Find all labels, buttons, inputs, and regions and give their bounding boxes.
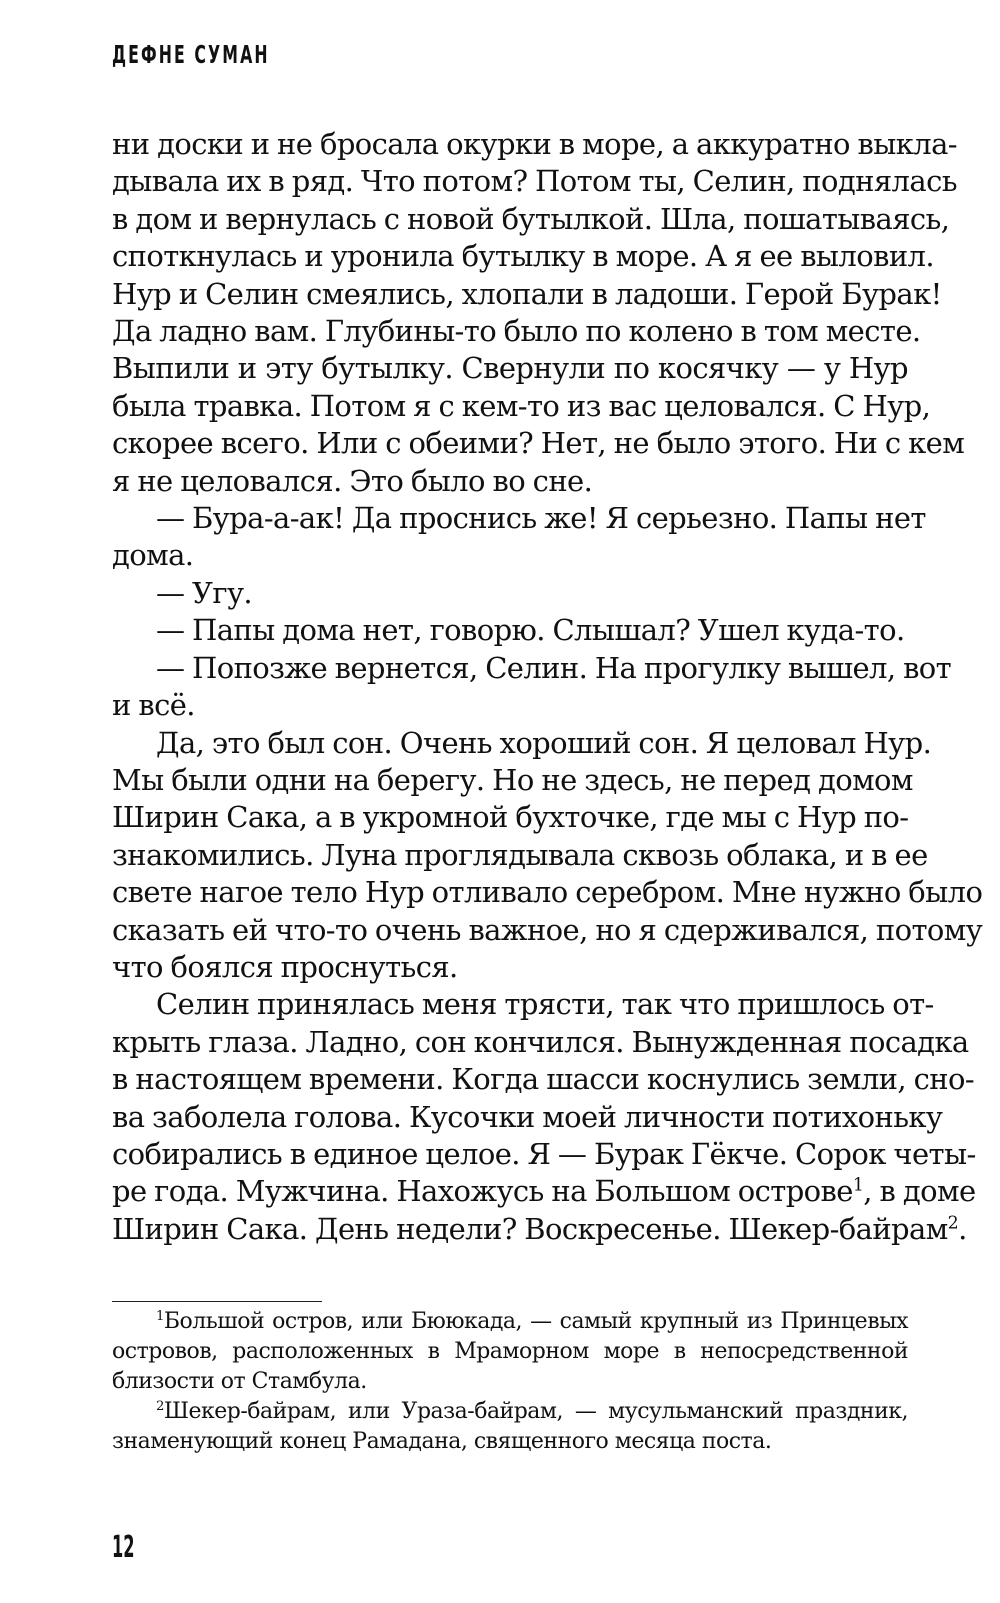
text-line: скорее всего. Или с обеими? Нет, не было этого. Ни с кем	[112, 426, 965, 461]
text-line-with-footnote	[112, 1211, 967, 1248]
text-fragment: , в доме	[863, 1174, 976, 1209]
dialogue-line: — Бура-а-ак! Да проснись же! Я серьезно. Папы нет	[156, 501, 926, 536]
dialogue-line: — Папы дома нет, говорю. Слышал? Ушел куда-то.	[156, 613, 905, 648]
footnote-marker: 2	[156, 1399, 164, 1415]
footnote-ref-1[interactable]: 1	[852, 1175, 864, 1196]
paragraph-start: Селин принялась меня трясти, так что пришлось от-	[156, 987, 934, 1022]
footnote-line: близости от Стамбула.	[112, 1369, 367, 1394]
text-line: свете нагое тело Нур отливало серебром. Мне нужно было	[112, 875, 983, 910]
footnote-line: знаменующий конец Рамадана, священного месяца поста.	[112, 1429, 772, 1454]
text-line: Мы были одни на берегу. Но не здесь, не перед домом	[112, 762, 913, 797]
text-line: споткнулась и уронила бутылку в море. А я ее выловил.	[112, 239, 934, 274]
footnote-text: Большой остров, или Бююкада, — самый крупный из Принцевых	[163, 1309, 908, 1334]
text-line: я не целовался. Это было во сне.	[112, 463, 593, 498]
running-head: ДЕФНЕ СУМАН	[112, 40, 270, 69]
text-line: крыть глаза. Ладно, сон кончился. Вынужденная посадка	[112, 1024, 969, 1059]
text-line: Да ладно вам. Глубины-то было по колено в том месте.	[112, 314, 921, 349]
text-line: что боялся проснуться.	[112, 949, 458, 984]
text-line: была травка. Потом я с кем-то из вас целовался. С Нур,	[112, 388, 931, 423]
text-line: ни доски и не бросала окурки в море, а аккуратно выкла-	[112, 127, 957, 161]
text-line: дывала их в ряд. Что потом? Потом ты, Селин, поднялась	[112, 164, 957, 199]
text-line: собирались в единое целое. Я — Бурак Гёкче. Сорок четы-	[112, 1136, 976, 1171]
text-line: ва заболела голова. Кусочки моей личности потихоньку	[112, 1099, 943, 1134]
text-line: знакомились. Луна проглядывала сквозь облака, и в ее	[112, 837, 928, 872]
text-line: Нур и Селин смеялись, хлопали в ладоши. Герой Бурак!	[112, 276, 942, 311]
dialogue-line: — Угу.	[156, 575, 253, 610]
footnote-line: островов, расположенных в Мраморном море в непосредственной	[112, 1339, 908, 1364]
text-line: Ширин Сака, а в укромной бухточке, где мы с Нур по-	[112, 800, 909, 835]
text-line: дома.	[112, 538, 194, 573]
text-line: Выпили и эту бутылку. Свернули по косячку — у Нур	[112, 351, 908, 386]
text-line: сказать ей что-то очень важное, но я сдерживался, потому	[112, 912, 983, 947]
text-line: и всё.	[112, 688, 195, 723]
footnote-2	[112, 1397, 908, 1427]
footnote-marker: 1	[156, 1309, 164, 1325]
text-fragment: ре года. Мужчина. Нахожусь на Большом острове	[112, 1174, 853, 1209]
text-fragment: .	[958, 1211, 967, 1246]
page-number: 12	[112, 1530, 135, 1565]
footnote-divider	[112, 1301, 322, 1302]
footnote-1	[112, 1307, 908, 1337]
text-fragment: Ширин Сака. День недели? Воскресенье. Шекер-байрам	[112, 1211, 948, 1246]
footnote-text: Шекер-байрам, или Ураза-байрам, — мусульманский праздник,	[163, 1399, 908, 1424]
paragraph-start: Да, это был сон. Очень хороший сон. Я целовал Нур.	[156, 725, 932, 760]
footnote-ref-2[interactable]: 2	[947, 1213, 959, 1234]
text-line: в настоящем времени. Когда шасси коснулись земли, сно-	[112, 1062, 975, 1097]
footnotes	[112, 1307, 908, 1457]
body-text	[112, 126, 983, 1248]
dialogue-line: — Попозже вернется, Селин. На прогулку вышел, вот	[156, 650, 952, 685]
text-line: в дом и вернулась с новой бутылкой. Шла, пошатываясь,	[112, 201, 950, 236]
text-line-with-footnote	[112, 1173, 976, 1210]
